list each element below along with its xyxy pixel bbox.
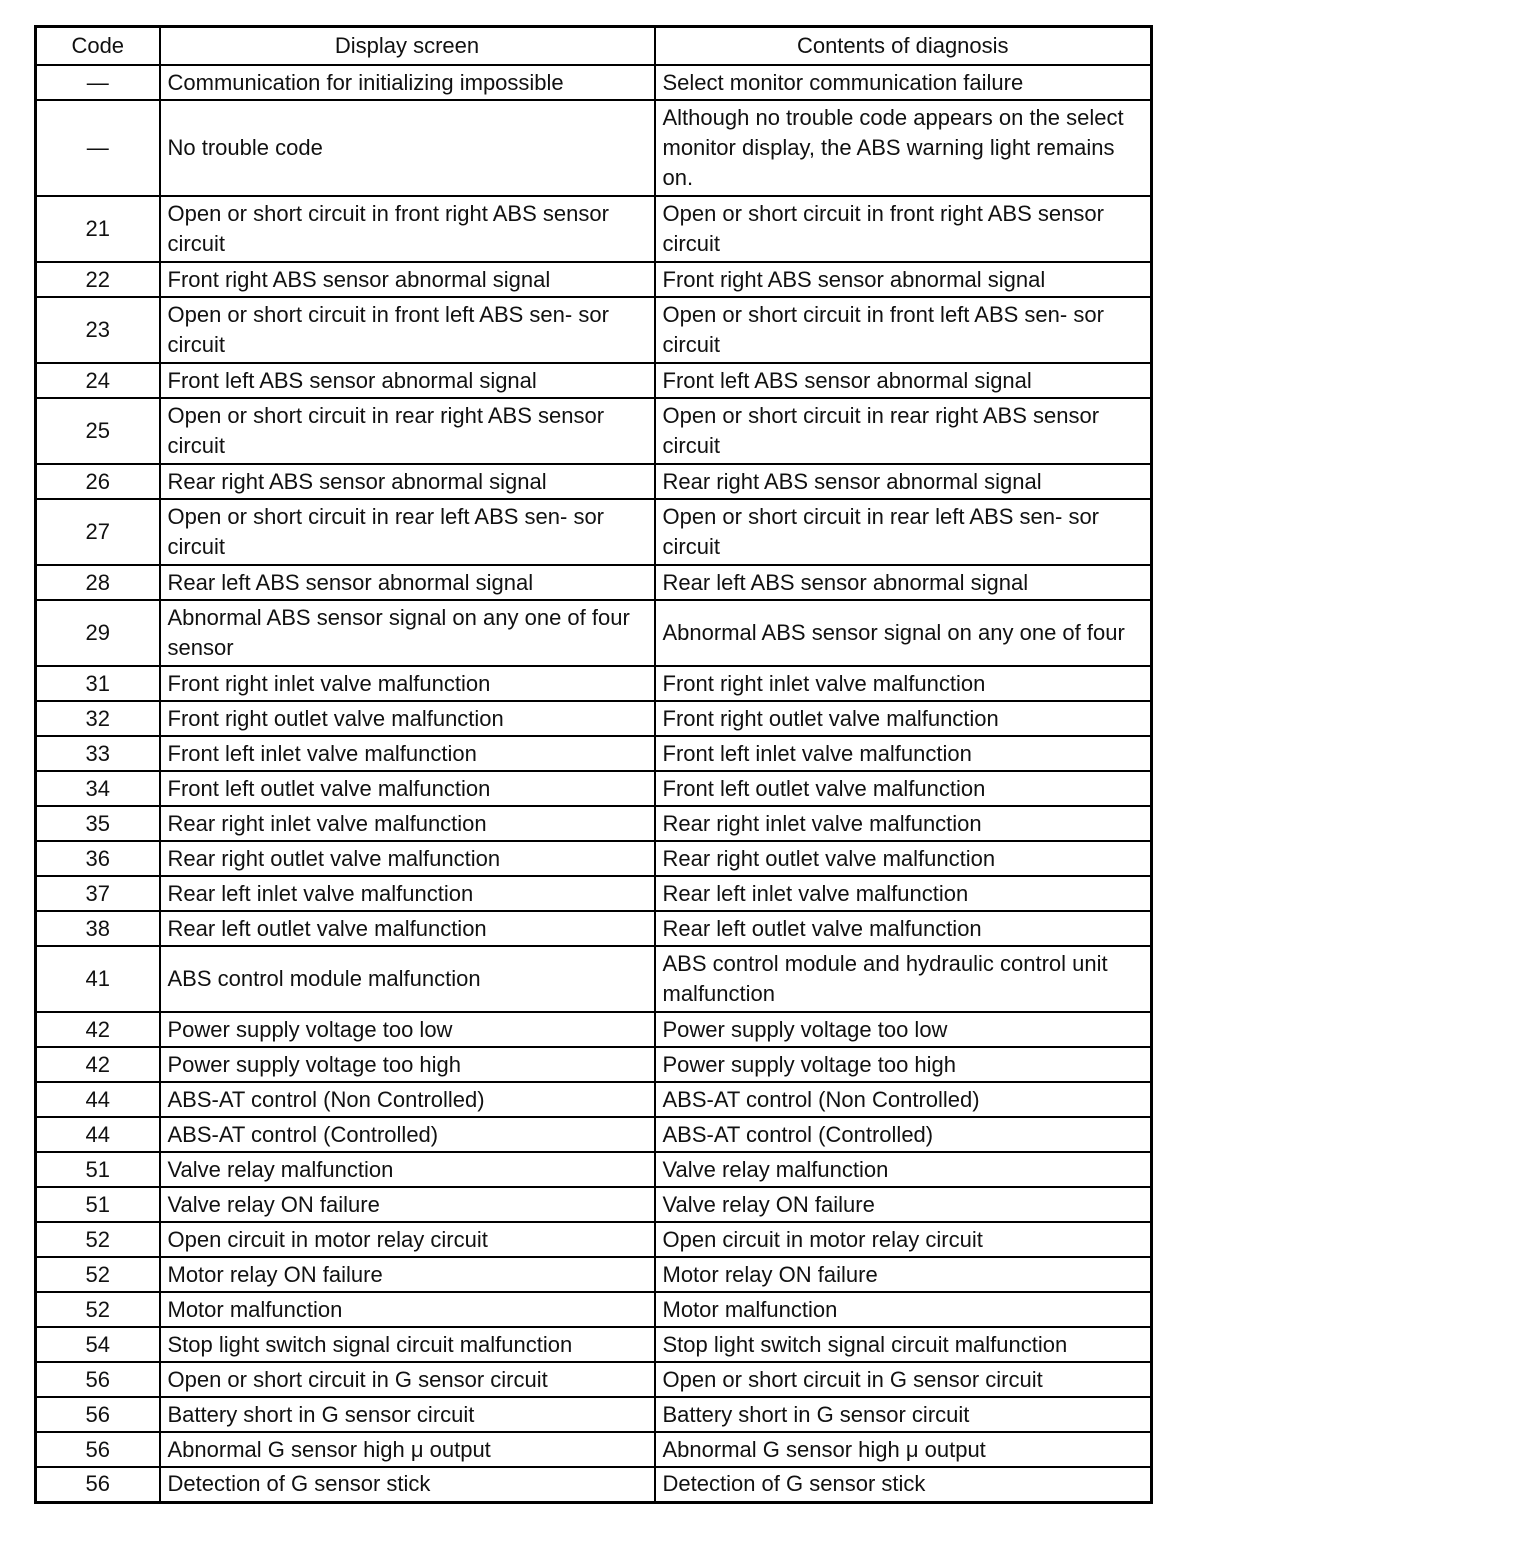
cell-code: 37 [36, 876, 160, 911]
cell-contents-of-diagnosis: Abnormal G sensor high μ output [655, 1432, 1152, 1467]
cell-contents-of-diagnosis: Front right ABS sensor abnormal signal [655, 262, 1152, 297]
cell-contents-of-diagnosis: ABS-AT control (Non Controlled) [655, 1082, 1152, 1117]
table-row [36, 1222, 1152, 1257]
cell-contents-of-diagnosis: Rear right outlet valve malfunction [655, 841, 1152, 876]
table-row [36, 911, 1152, 946]
cell-contents-of-diagnosis: Select monitor communication failure [655, 65, 1152, 100]
cell-code: 36 [36, 841, 160, 876]
header-contents-of-diagnosis: Contents of diagnosis [655, 27, 1152, 66]
cell-contents-of-diagnosis: Front right inlet valve malfunction [655, 666, 1152, 701]
table-row [36, 262, 1152, 297]
table-row [36, 841, 1152, 876]
table-row [36, 464, 1152, 499]
cell-display-screen: No trouble code [160, 100, 655, 196]
table-row [36, 363, 1152, 398]
cell-contents-of-diagnosis: Open circuit in motor relay circuit [655, 1222, 1152, 1257]
cell-contents-of-diagnosis: Although no trouble code appears on the select monitor display, the ABS warning light remains on. [655, 100, 1152, 196]
cell-code: 31 [36, 666, 160, 701]
table-row [36, 1047, 1152, 1082]
cell-contents-of-diagnosis: Rear left outlet valve malfunction [655, 911, 1152, 946]
table-row [36, 701, 1152, 736]
cell-code: — [36, 65, 160, 100]
header-display-screen: Display screen [160, 27, 655, 66]
cell-display-screen: Abnormal ABS sensor signal on any one of four sensor [160, 600, 655, 666]
cell-code: 33 [36, 736, 160, 771]
cell-code: 26 [36, 464, 160, 499]
cell-contents-of-diagnosis: Rear left inlet valve malfunction [655, 876, 1152, 911]
cell-display-screen: Front left outlet valve malfunction [160, 771, 655, 806]
cell-display-screen: Open or short circuit in rear right ABS sensor circuit [160, 398, 655, 464]
cell-display-screen: Abnormal G sensor high μ output [160, 1432, 655, 1467]
cell-code: 29 [36, 600, 160, 666]
cell-code: 56 [36, 1432, 160, 1467]
cell-display-screen: Power supply voltage too high [160, 1047, 655, 1082]
table-row [36, 1467, 1152, 1502]
table-row [36, 1012, 1152, 1047]
table-row [36, 1362, 1152, 1397]
cell-code: 35 [36, 806, 160, 841]
table-row [36, 297, 1152, 363]
cell-display-screen: Stop light switch signal circuit malfunction [160, 1327, 655, 1362]
table-row [36, 65, 1152, 100]
cell-code: 44 [36, 1117, 160, 1152]
header-code: Code [36, 27, 160, 66]
cell-code: 51 [36, 1152, 160, 1187]
cell-code: 38 [36, 911, 160, 946]
cell-code: 44 [36, 1082, 160, 1117]
cell-code: 24 [36, 363, 160, 398]
cell-code: 42 [36, 1047, 160, 1082]
cell-code: 56 [36, 1397, 160, 1432]
table-row [36, 1432, 1152, 1467]
cell-display-screen: Battery short in G sensor circuit [160, 1397, 655, 1432]
table-row [36, 398, 1152, 464]
cell-code: 54 [36, 1327, 160, 1362]
cell-code: 34 [36, 771, 160, 806]
cell-contents-of-diagnosis: Power supply voltage too high [655, 1047, 1152, 1082]
cell-display-screen: Front right inlet valve malfunction [160, 666, 655, 701]
cell-code: 42 [36, 1012, 160, 1047]
cell-display-screen: ABS-AT control (Non Controlled) [160, 1082, 655, 1117]
cell-contents-of-diagnosis: Front right outlet valve malfunction [655, 701, 1152, 736]
cell-code: 23 [36, 297, 160, 363]
cell-display-screen: Rear left inlet valve malfunction [160, 876, 655, 911]
cell-display-screen: Rear left ABS sensor abnormal signal [160, 565, 655, 600]
cell-display-screen: Front left inlet valve malfunction [160, 736, 655, 771]
cell-display-screen: Rear left outlet valve malfunction [160, 911, 655, 946]
cell-contents-of-diagnosis: Rear right inlet valve malfunction [655, 806, 1152, 841]
cell-code: 28 [36, 565, 160, 600]
cell-display-screen: Front right ABS sensor abnormal signal [160, 262, 655, 297]
table-row [36, 499, 1152, 565]
cell-contents-of-diagnosis: Motor malfunction [655, 1292, 1152, 1327]
cell-contents-of-diagnosis: Open or short circuit in rear right ABS sensor circuit [655, 398, 1152, 464]
cell-display-screen: Front right outlet valve malfunction [160, 701, 655, 736]
cell-code: 52 [36, 1257, 160, 1292]
cell-display-screen: Open or short circuit in front left ABS sen- sor circuit [160, 297, 655, 363]
table-row [36, 565, 1152, 600]
table-row [36, 876, 1152, 911]
cell-contents-of-diagnosis: Battery short in G sensor circuit [655, 1397, 1152, 1432]
cell-display-screen: Communication for initializing impossible [160, 65, 655, 100]
cell-code: 52 [36, 1292, 160, 1327]
table-row [36, 1117, 1152, 1152]
cell-display-screen: Motor malfunction [160, 1292, 655, 1327]
cell-code: 56 [36, 1362, 160, 1397]
cell-code: 41 [36, 946, 160, 1012]
table-body [36, 65, 1152, 1502]
cell-contents-of-diagnosis: Front left ABS sensor abnormal signal [655, 363, 1152, 398]
header-row [36, 27, 1152, 66]
cell-contents-of-diagnosis: Open or short circuit in G sensor circuit [655, 1362, 1152, 1397]
table-row [36, 1082, 1152, 1117]
cell-display-screen: Rear right ABS sensor abnormal signal [160, 464, 655, 499]
diagnosis-code-table [34, 25, 1153, 1504]
cell-code: 52 [36, 1222, 160, 1257]
table-row [36, 1152, 1152, 1187]
table-row [36, 736, 1152, 771]
table-row [36, 100, 1152, 196]
table-row [36, 771, 1152, 806]
cell-contents-of-diagnosis: Rear right ABS sensor abnormal signal [655, 464, 1152, 499]
cell-contents-of-diagnosis: Detection of G sensor stick [655, 1467, 1152, 1502]
cell-display-screen: Power supply voltage too low [160, 1012, 655, 1047]
cell-display-screen: Front left ABS sensor abnormal signal [160, 363, 655, 398]
cell-display-screen: ABS control module malfunction [160, 946, 655, 1012]
table-row [36, 1292, 1152, 1327]
cell-code: 25 [36, 398, 160, 464]
cell-contents-of-diagnosis: Power supply voltage too low [655, 1012, 1152, 1047]
cell-contents-of-diagnosis: Motor relay ON failure [655, 1257, 1152, 1292]
cell-code: 27 [36, 499, 160, 565]
cell-contents-of-diagnosis: ABS control module and hydraulic control unit malfunction [655, 946, 1152, 1012]
cell-display-screen: Rear right inlet valve malfunction [160, 806, 655, 841]
cell-contents-of-diagnosis: Open or short circuit in front left ABS sen- sor circuit [655, 297, 1152, 363]
table-row [36, 1397, 1152, 1432]
cell-contents-of-diagnosis: Stop light switch signal circuit malfunction [655, 1327, 1152, 1362]
cell-contents-of-diagnosis: Open or short circuit in rear left ABS sen- sor circuit [655, 499, 1152, 565]
cell-contents-of-diagnosis: Front left outlet valve malfunction [655, 771, 1152, 806]
cell-display-screen: Open circuit in motor relay circuit [160, 1222, 655, 1257]
cell-display-screen: Valve relay ON failure [160, 1187, 655, 1222]
table-row [36, 806, 1152, 841]
cell-code: 21 [36, 196, 160, 262]
cell-code: 32 [36, 701, 160, 736]
table-row [36, 1327, 1152, 1362]
cell-code: 51 [36, 1187, 160, 1222]
cell-display-screen: Open or short circuit in G sensor circuit [160, 1362, 655, 1397]
cell-contents-of-diagnosis: ABS-AT control (Controlled) [655, 1117, 1152, 1152]
cell-code: 56 [36, 1467, 160, 1502]
cell-contents-of-diagnosis: Front left inlet valve malfunction [655, 736, 1152, 771]
cell-display-screen: ABS-AT control (Controlled) [160, 1117, 655, 1152]
cell-contents-of-diagnosis: Rear left ABS sensor abnormal signal [655, 565, 1152, 600]
cell-code: — [36, 100, 160, 196]
cell-display-screen: Open or short circuit in front right ABS sensor circuit [160, 196, 655, 262]
cell-code: 22 [36, 262, 160, 297]
cell-contents-of-diagnosis: Valve relay malfunction [655, 1152, 1152, 1187]
cell-display-screen: Detection of G sensor stick [160, 1467, 655, 1502]
table-row [36, 1187, 1152, 1222]
table-row [36, 946, 1152, 1012]
cell-contents-of-diagnosis: Open or short circuit in front right ABS sensor circuit [655, 196, 1152, 262]
cell-display-screen: Valve relay malfunction [160, 1152, 655, 1187]
cell-contents-of-diagnosis: Abnormal ABS sensor signal on any one of four [655, 600, 1152, 666]
table-row [36, 600, 1152, 666]
cell-display-screen: Motor relay ON failure [160, 1257, 655, 1292]
table-row [36, 666, 1152, 701]
table-row [36, 196, 1152, 262]
table-row [36, 1257, 1152, 1292]
cell-display-screen: Rear right outlet valve malfunction [160, 841, 655, 876]
cell-contents-of-diagnosis: Valve relay ON failure [655, 1187, 1152, 1222]
cell-display-screen: Open or short circuit in rear left ABS sen- sor circuit [160, 499, 655, 565]
